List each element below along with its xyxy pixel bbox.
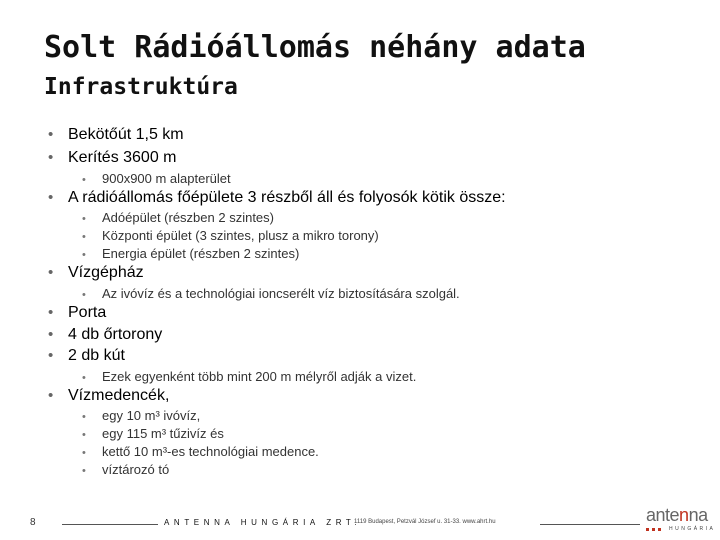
- bullet-icon: •: [82, 372, 86, 384]
- list-item-text: 900x900 m alapterület: [102, 171, 231, 186]
- list-item-text: víztározó tó: [102, 462, 170, 477]
- bullet-icon: •: [82, 465, 86, 477]
- antenna-hungaria-logo: [646, 506, 716, 538]
- logo-subtext: HUNGÁRIA: [669, 526, 716, 532]
- list-item-text: 2 db kút: [68, 347, 125, 364]
- bullet-icon: •: [48, 326, 54, 343]
- list-item: [48, 347, 125, 365]
- company-address: 1119 Budapest, Petzvál József u. 31-33. www.ahrt.hu: [354, 519, 496, 525]
- company-name: ANTENNA HUNGÁRIA ZRT.: [164, 518, 362, 527]
- bullet-icon: •: [82, 213, 86, 225]
- bullet-icon: •: [82, 289, 86, 301]
- list-item: [82, 408, 200, 423]
- footer-rule-left: [62, 524, 158, 525]
- bullet-icon: •: [48, 304, 54, 321]
- bullet-icon: •: [48, 347, 54, 364]
- list-item: [82, 462, 169, 477]
- list-item: [48, 387, 169, 405]
- list-item: [48, 326, 162, 344]
- list-item-text: Energia épület (részben 2 szintes): [102, 246, 300, 261]
- logo-dots-icon: [646, 528, 661, 531]
- bullet-icon: •: [48, 264, 54, 281]
- bullet-icon: •: [82, 429, 86, 441]
- list-item: [82, 210, 274, 225]
- bullet-icon: •: [82, 231, 86, 243]
- logo-wordmark: antenna: [646, 505, 708, 525]
- list-item: [48, 264, 144, 282]
- bullet-icon: •: [48, 189, 54, 206]
- list-item: [82, 228, 379, 243]
- list-item-text: kettő 10 m³-es technológiai medence.: [102, 444, 319, 459]
- list-item-text: Az ivóvíz és a technológiai ioncserélt víz biztosítására szolgál.: [102, 286, 460, 301]
- slide-subtitle: Infrastruktúra: [44, 74, 238, 100]
- list-item: [82, 426, 224, 441]
- bullet-icon: •: [48, 387, 54, 404]
- list-item-text: 4 db őrtorony: [68, 326, 163, 343]
- list-item: [48, 149, 177, 167]
- list-item: [82, 246, 299, 261]
- list-item-text: Kerítés 3600 m: [68, 149, 177, 166]
- slide-title: Solt Rádióállomás néhány adata: [44, 30, 586, 65]
- list-item: [48, 304, 106, 322]
- list-item-text: Adóépület (részben 2 szintes): [102, 210, 274, 225]
- page-number: 8: [30, 517, 36, 528]
- bullet-icon: •: [82, 249, 86, 261]
- list-item: [82, 369, 416, 384]
- bullet-icon: •: [82, 174, 86, 186]
- list-item-text: A rádióállomás főépülete 3 részből áll és folyosók kötik össze:: [68, 189, 506, 206]
- list-item-text: Vízgépház: [68, 264, 144, 281]
- list-item: [48, 189, 506, 207]
- bullet-icon: •: [82, 447, 86, 459]
- list-item: [82, 286, 460, 301]
- list-item: [82, 444, 319, 459]
- list-item-text: egy 10 m³ ivóvíz,: [102, 408, 201, 423]
- list-item-text: Vízmedencék,: [68, 387, 170, 404]
- list-item: [82, 171, 231, 186]
- list-item-text: Központi épület (3 szintes, plusz a mikro torony): [102, 228, 379, 243]
- list-item-text: egy 115 m³ tűzivíz és: [102, 426, 224, 441]
- bullet-icon: •: [48, 149, 54, 166]
- list-item-text: Porta: [68, 304, 107, 321]
- list-item-text: Bekötőút 1,5 km: [68, 126, 184, 143]
- logo-subline: [646, 526, 716, 532]
- list-item: [48, 126, 184, 144]
- list-item-text: Ezek egyenként több mint 200 m mélyről adják a vizet.: [102, 369, 417, 384]
- bullet-icon: •: [82, 411, 86, 423]
- footer-rule-right: [540, 524, 640, 525]
- bullet-icon: •: [48, 126, 54, 143]
